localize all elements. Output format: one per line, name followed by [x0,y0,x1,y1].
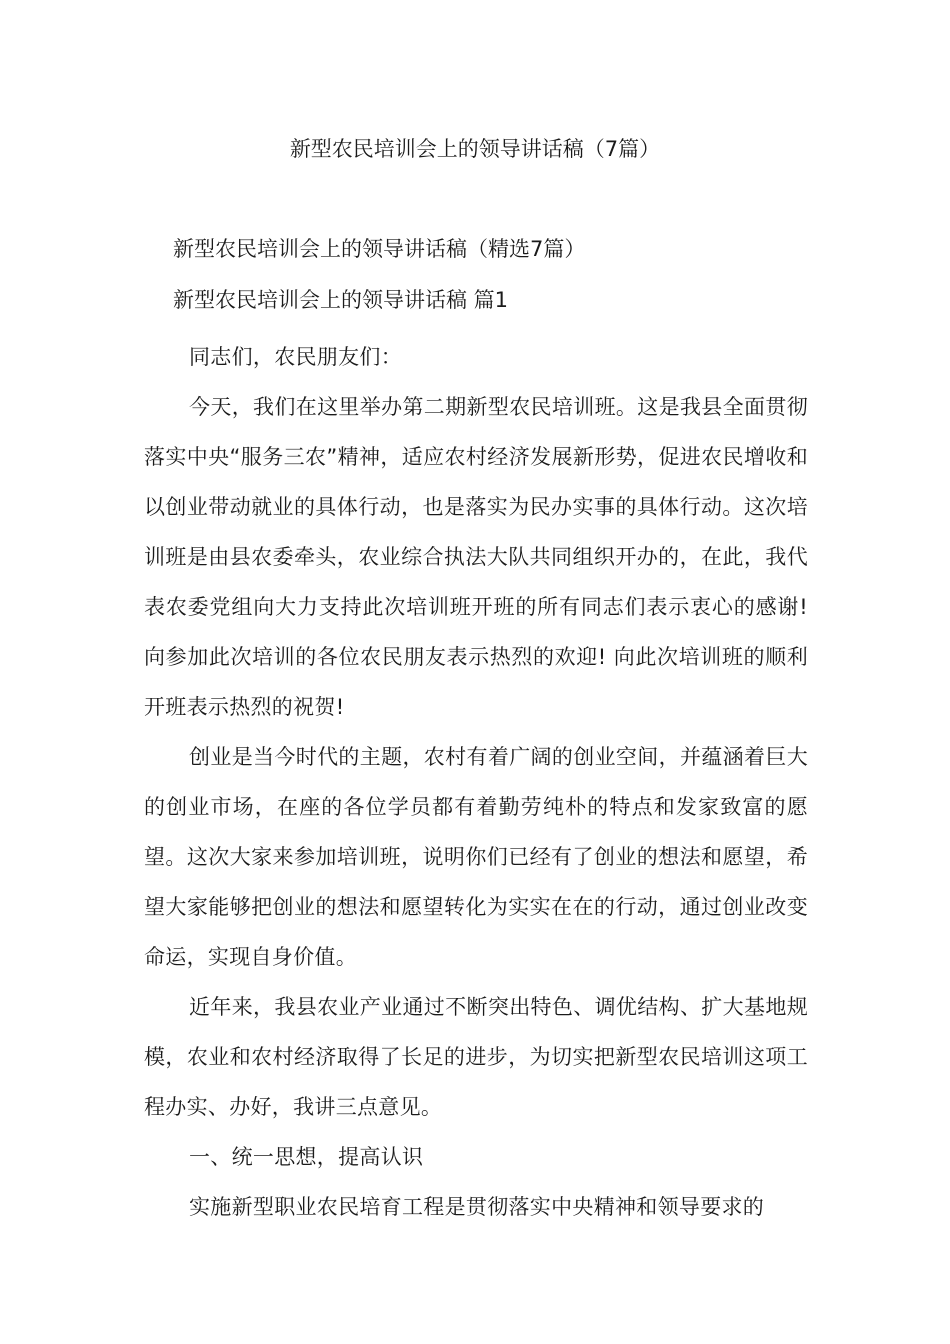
document-subtitle: 新型农民培训会上的领导讲话稿（精选7篇） [173,237,586,261]
paragraph: 实施新型职业农民培育工程是贯彻落实中央精神和领导要求的 [189,1195,765,1219]
paragraph: 近年来，我县农业产业通过不断突出特色、调优结构、扩大基地规模，农业和农村经济取得了长足的进步，为切实把新型农民培训这项工程办实、办好，我讲三点意见。 [144,995,808,1119]
paragraph-heading: 一、统一思想，提高认识 [189,1145,424,1169]
section-heading: 新型农民培训会上的领导讲话稿 篇1 [173,288,509,312]
paragraph-greeting: 同志们，农民朋友们： [189,345,402,369]
document-title: 新型农民培训会上的领导讲话稿（7篇） [289,137,661,161]
paragraph: 今天，我们在这里举办第二期新型农民培训班。这是我县全面贯彻落实中央“服务三农”精神，适应农村经济发展新形势，促进农民增收和以创业带动就业的具体行动，也是落实为民办实事的具体行动。这次培训班是由县农委牵头，农业综合执法大队共同组织开办的，在此，我代表农委党组向大力支持此次培训班开班的所有同志们表示衷心的感谢!向参加此次培训的各位农民朋友表示热烈的欢迎! 向此次培训班的顺利开班表示热烈的祝贺! [144,395,808,719]
paragraph: 创业是当今时代的主题，农村有着广阔的创业空间，并蕴涵着巨大的创业市场，在座的各位学员都有着勤劳纯朴的特点和发家致富的愿望。这次大家来参加培训班，说明你们已经有了创业的想法和愿望，希望大家能够把创业的想法和愿望转化为实实在在的行动，通过创业改变命运，实现自身价值。 [144,745,808,969]
document-body [144,332,808,1232]
